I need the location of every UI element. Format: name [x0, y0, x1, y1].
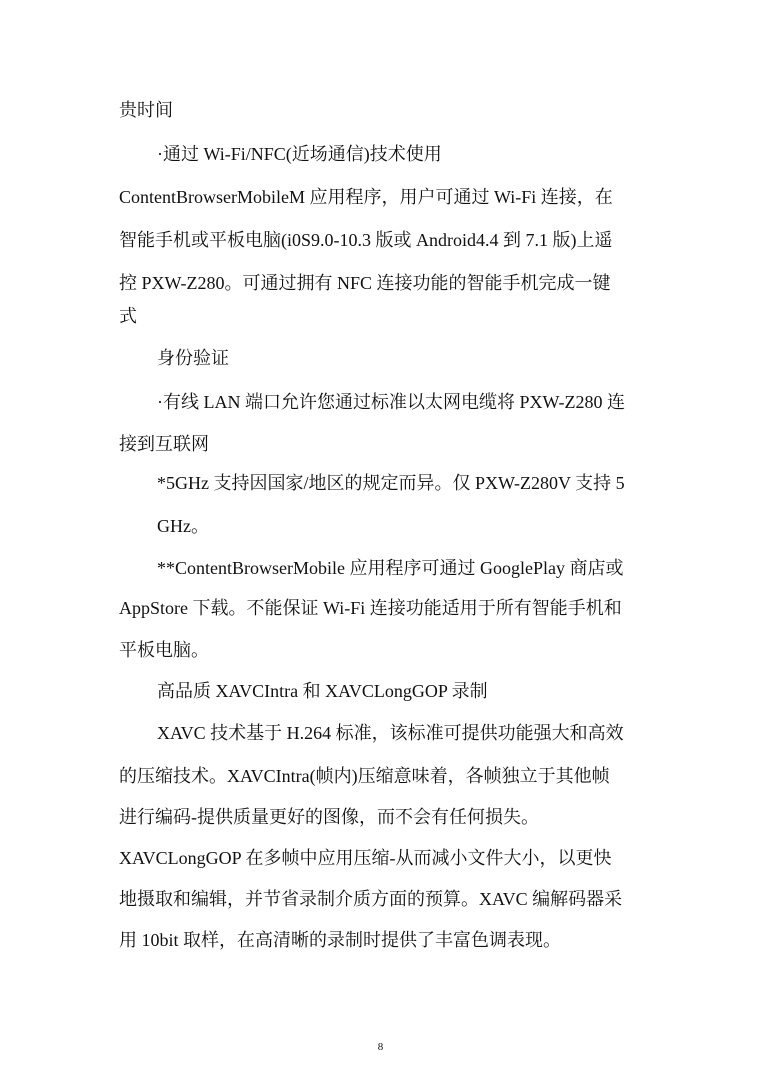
text-line: 用 10bit 取样，在高清晰的录制时提供了丰富色调表现。: [119, 930, 561, 950]
text-line: 控 PXW-Z280。可通过拥有 NFC 连接功能的智能手机完成一键: [119, 273, 611, 293]
text-line: 进行编码-提供质量更好的图像，而不会有任何损失。: [119, 807, 539, 827]
footnote-line: *5GHz 支持因国家/地区的规定而异。仅 PXW-Z280V 支持 5: [157, 473, 625, 493]
text-line: XAVCLongGOP 在多帧中应用压缩-从而减小文件大小，以更快: [119, 848, 612, 868]
footnote-line: **ContentBrowserMobile 应用程序可通过 GooglePlay 商店或: [157, 558, 624, 578]
text-line: ·有线 LAN 端口允许您通过标准以太网电缆将 PXW-Z280 连: [157, 392, 625, 412]
footnote-line: 平板电脑。: [119, 640, 209, 660]
section-heading: 高品质 XAVCIntra 和 XAVCLongGOP 录制: [157, 681, 488, 701]
section-heading: 身份验证: [157, 348, 229, 368]
footnote-line: GHz。: [157, 516, 209, 536]
text-line: XAVC 技术基于 H.264 标准，该标准可提供功能强大和高效: [157, 723, 624, 743]
text-line: 地摄取和编辑，并节省录制介质方面的预算。XAVC 编解码器采: [119, 889, 623, 909]
text-line: ·通过 Wi-Fi/NFC(近场通信)技术使用: [157, 144, 442, 164]
footnote-line: AppStore 下载。不能保证 Wi-Fi 连接功能适用于所有智能手机和: [119, 598, 622, 618]
text-line: 贵时间: [119, 100, 173, 120]
text-line: ContentBrowserMobileM 应用程序，用户可通过 Wi-Fi 连接，在: [119, 187, 613, 207]
text-line: 的压缩技术。XAVCIntra(帧内)压缩意味着，各帧独立于其他帧: [119, 766, 610, 786]
page-number: 8: [377, 1041, 384, 1053]
text-line: 接到互联网: [119, 434, 209, 454]
text-line: 智能手机或平板电脑(i0S9.0-10.3 版或 Android4.4 到 7.1 版)上遥: [119, 230, 613, 250]
text-line: 式: [119, 306, 137, 326]
